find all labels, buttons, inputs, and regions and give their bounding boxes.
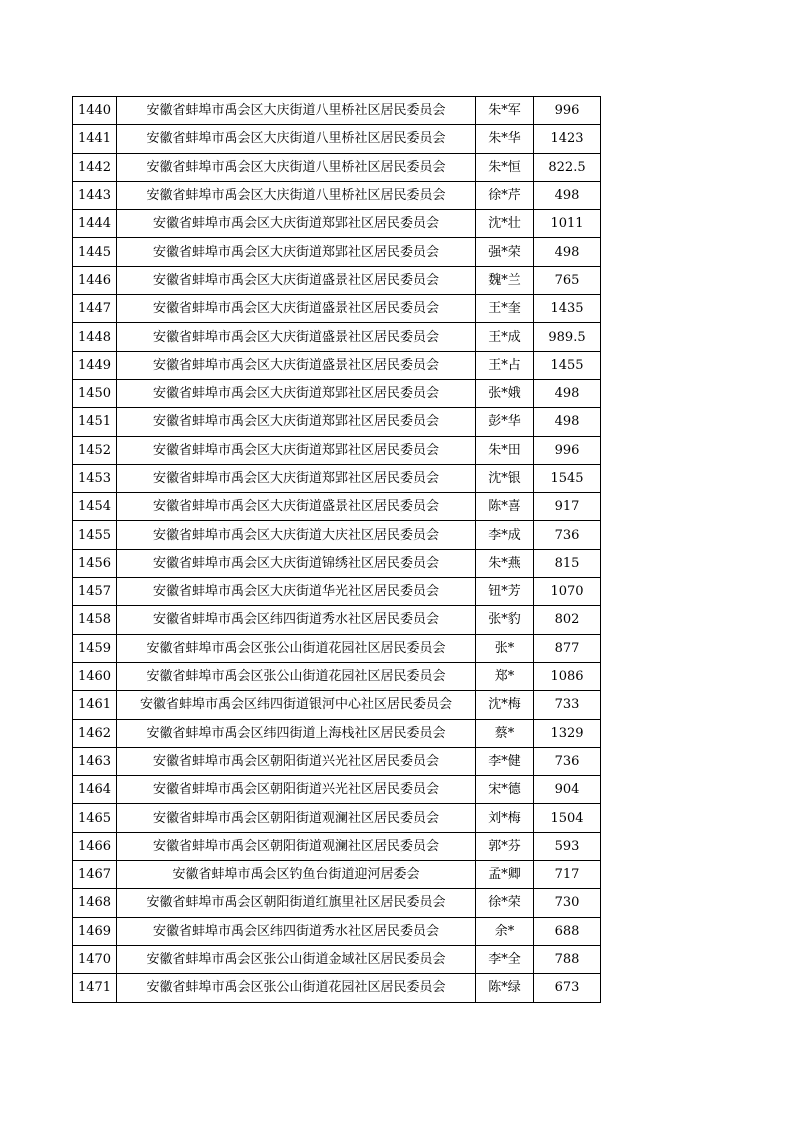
amount-cell: 1086 xyxy=(534,662,601,690)
row-number-cell: 1465 xyxy=(73,804,117,832)
person-name-cell: 陈*喜 xyxy=(476,493,534,521)
amount-cell: 736 xyxy=(534,521,601,549)
organization-cell: 安徽省蚌埠市禹会区纬四街道上海栈社区居民委员会 xyxy=(117,719,476,747)
row-number-cell: 1460 xyxy=(73,662,117,690)
row-number-cell: 1456 xyxy=(73,549,117,577)
row-number-cell: 1444 xyxy=(73,210,117,238)
row-number-cell: 1459 xyxy=(73,634,117,662)
organization-cell: 安徽省蚌埠市禹会区大庆街道郑郢社区居民委员会 xyxy=(117,464,476,492)
table-row xyxy=(73,323,601,351)
person-name-cell: 宋*德 xyxy=(476,776,534,804)
table-row xyxy=(73,379,601,407)
table-row xyxy=(73,493,601,521)
person-name-cell: 王*成 xyxy=(476,323,534,351)
table-row xyxy=(73,861,601,889)
row-number-cell: 1446 xyxy=(73,266,117,294)
table-row xyxy=(73,578,601,606)
amount-cell: 1070 xyxy=(534,578,601,606)
organization-cell: 安徽省蚌埠市禹会区大庆街道八里桥社区居民委员会 xyxy=(117,97,476,125)
amount-cell: 1545 xyxy=(534,464,601,492)
organization-cell: 安徽省蚌埠市禹会区纬四街道秀水社区居民委员会 xyxy=(117,606,476,634)
organization-cell: 安徽省蚌埠市禹会区大庆街道八里桥社区居民委员会 xyxy=(117,181,476,209)
person-name-cell: 张*豹 xyxy=(476,606,534,634)
amount-cell: 673 xyxy=(534,974,601,1002)
organization-cell: 安徽省蚌埠市禹会区朝阳街道观澜社区居民委员会 xyxy=(117,832,476,860)
organization-cell: 安徽省蚌埠市禹会区大庆街道郑郢社区居民委员会 xyxy=(117,436,476,464)
table-row xyxy=(73,464,601,492)
table-row xyxy=(73,832,601,860)
person-name-cell: 沈*银 xyxy=(476,464,534,492)
person-name-cell: 朱*华 xyxy=(476,125,534,153)
table-row xyxy=(73,153,601,181)
row-number-cell: 1466 xyxy=(73,832,117,860)
person-name-cell: 沈*梅 xyxy=(476,691,534,719)
organization-cell: 安徽省蚌埠市禹会区大庆街道华光社区居民委员会 xyxy=(117,578,476,606)
table-row xyxy=(73,606,601,634)
amount-cell: 822.5 xyxy=(534,153,601,181)
row-number-cell: 1451 xyxy=(73,408,117,436)
row-number-cell: 1464 xyxy=(73,776,117,804)
table-row xyxy=(73,181,601,209)
organization-cell: 安徽省蚌埠市禹会区纬四街道秀水社区居民委员会 xyxy=(117,917,476,945)
organization-cell: 安徽省蚌埠市禹会区大庆街道锦绣社区居民委员会 xyxy=(117,549,476,577)
amount-cell: 802 xyxy=(534,606,601,634)
amount-cell: 815 xyxy=(534,549,601,577)
organization-cell: 安徽省蚌埠市禹会区大庆街道大庆社区居民委员会 xyxy=(117,521,476,549)
table-row xyxy=(73,97,601,125)
person-name-cell: 李*全 xyxy=(476,945,534,973)
person-name-cell: 彭*华 xyxy=(476,408,534,436)
organization-cell: 安徽省蚌埠市禹会区大庆街道盛景社区居民委员会 xyxy=(117,351,476,379)
row-number-cell: 1462 xyxy=(73,719,117,747)
table-row xyxy=(73,889,601,917)
amount-cell: 877 xyxy=(534,634,601,662)
amount-cell: 498 xyxy=(534,238,601,266)
row-number-cell: 1453 xyxy=(73,464,117,492)
row-number-cell: 1461 xyxy=(73,691,117,719)
organization-cell: 安徽省蚌埠市禹会区张公山街道金域社区居民委员会 xyxy=(117,945,476,973)
organization-cell: 安徽省蚌埠市禹会区朝阳街道观澜社区居民委员会 xyxy=(117,804,476,832)
person-name-cell: 朱*燕 xyxy=(476,549,534,577)
organization-cell: 安徽省蚌埠市禹会区大庆街道盛景社区居民委员会 xyxy=(117,493,476,521)
organization-cell: 安徽省蚌埠市禹会区大庆街道八里桥社区居民委员会 xyxy=(117,153,476,181)
person-name-cell: 沈*壮 xyxy=(476,210,534,238)
table-row xyxy=(73,238,601,266)
person-name-cell: 郭*芬 xyxy=(476,832,534,860)
organization-cell: 安徽省蚌埠市禹会区大庆街道八里桥社区居民委员会 xyxy=(117,125,476,153)
organization-cell: 安徽省蚌埠市禹会区朝阳街道红旗里社区居民委员会 xyxy=(117,889,476,917)
organization-cell: 安徽省蚌埠市禹会区大庆街道盛景社区居民委员会 xyxy=(117,295,476,323)
row-number-cell: 1448 xyxy=(73,323,117,351)
amount-cell: 736 xyxy=(534,747,601,775)
row-number-cell: 1458 xyxy=(73,606,117,634)
row-number-cell: 1440 xyxy=(73,97,117,125)
person-name-cell: 强*荣 xyxy=(476,238,534,266)
amount-cell: 788 xyxy=(534,945,601,973)
table-row xyxy=(73,210,601,238)
table-row xyxy=(73,295,601,323)
row-number-cell: 1467 xyxy=(73,861,117,889)
row-number-cell: 1449 xyxy=(73,351,117,379)
amount-cell: 1423 xyxy=(534,125,601,153)
row-number-cell: 1442 xyxy=(73,153,117,181)
amount-cell: 1011 xyxy=(534,210,601,238)
person-name-cell: 朱*军 xyxy=(476,97,534,125)
data-table xyxy=(72,96,601,1003)
row-number-cell: 1447 xyxy=(73,295,117,323)
person-name-cell: 刘*梅 xyxy=(476,804,534,832)
table-row xyxy=(73,408,601,436)
table-row xyxy=(73,719,601,747)
row-number-cell: 1471 xyxy=(73,974,117,1002)
amount-cell: 717 xyxy=(534,861,601,889)
organization-cell: 安徽省蚌埠市禹会区钓鱼台街道迎河居委会 xyxy=(117,861,476,889)
organization-cell: 安徽省蚌埠市禹会区张公山街道花园社区居民委员会 xyxy=(117,662,476,690)
table-body xyxy=(73,97,601,1003)
organization-cell: 安徽省蚌埠市禹会区大庆街道郑郢社区居民委员会 xyxy=(117,238,476,266)
organization-cell: 安徽省蚌埠市禹会区大庆街道郑郢社区居民委员会 xyxy=(117,379,476,407)
table-row xyxy=(73,945,601,973)
table-row xyxy=(73,691,601,719)
person-name-cell: 钮*芳 xyxy=(476,578,534,606)
table-row xyxy=(73,266,601,294)
row-number-cell: 1452 xyxy=(73,436,117,464)
table-row xyxy=(73,662,601,690)
person-name-cell: 张* xyxy=(476,634,534,662)
row-number-cell: 1468 xyxy=(73,889,117,917)
person-name-cell: 朱*恒 xyxy=(476,153,534,181)
person-name-cell: 李*健 xyxy=(476,747,534,775)
table-row xyxy=(73,436,601,464)
person-name-cell: 郑* xyxy=(476,662,534,690)
row-number-cell: 1445 xyxy=(73,238,117,266)
row-number-cell: 1457 xyxy=(73,578,117,606)
table-row xyxy=(73,776,601,804)
organization-cell: 安徽省蚌埠市禹会区大庆街道盛景社区居民委员会 xyxy=(117,323,476,351)
amount-cell: 688 xyxy=(534,917,601,945)
table-row xyxy=(73,634,601,662)
organization-cell: 安徽省蚌埠市禹会区朝阳街道兴光社区居民委员会 xyxy=(117,776,476,804)
person-name-cell: 王*占 xyxy=(476,351,534,379)
row-number-cell: 1443 xyxy=(73,181,117,209)
table-row xyxy=(73,521,601,549)
amount-cell: 733 xyxy=(534,691,601,719)
organization-cell: 安徽省蚌埠市禹会区大庆街道盛景社区居民委员会 xyxy=(117,266,476,294)
table-row xyxy=(73,351,601,379)
person-name-cell: 魏*兰 xyxy=(476,266,534,294)
row-number-cell: 1441 xyxy=(73,125,117,153)
person-name-cell: 李*成 xyxy=(476,521,534,549)
amount-cell: 1435 xyxy=(534,295,601,323)
row-number-cell: 1469 xyxy=(73,917,117,945)
table-row xyxy=(73,549,601,577)
amount-cell: 917 xyxy=(534,493,601,521)
organization-cell: 安徽省蚌埠市禹会区纬四街道银河中心社区居民委员会 xyxy=(117,691,476,719)
organization-cell: 安徽省蚌埠市禹会区张公山街道花园社区居民委员会 xyxy=(117,634,476,662)
amount-cell: 593 xyxy=(534,832,601,860)
amount-cell: 996 xyxy=(534,97,601,125)
amount-cell: 498 xyxy=(534,181,601,209)
amount-cell: 498 xyxy=(534,379,601,407)
amount-cell: 904 xyxy=(534,776,601,804)
table-row xyxy=(73,917,601,945)
person-name-cell: 张*娥 xyxy=(476,379,534,407)
row-number-cell: 1455 xyxy=(73,521,117,549)
row-number-cell: 1470 xyxy=(73,945,117,973)
person-name-cell: 徐*芹 xyxy=(476,181,534,209)
person-name-cell: 孟*卿 xyxy=(476,861,534,889)
person-name-cell: 陈*绿 xyxy=(476,974,534,1002)
table-row xyxy=(73,125,601,153)
amount-cell: 1504 xyxy=(534,804,601,832)
amount-cell: 498 xyxy=(534,408,601,436)
person-name-cell: 朱*田 xyxy=(476,436,534,464)
person-name-cell: 王*奎 xyxy=(476,295,534,323)
amount-cell: 1455 xyxy=(534,351,601,379)
row-number-cell: 1450 xyxy=(73,379,117,407)
amount-cell: 1329 xyxy=(534,719,601,747)
table-row xyxy=(73,974,601,1002)
organization-cell: 安徽省蚌埠市禹会区张公山街道花园社区居民委员会 xyxy=(117,974,476,1002)
row-number-cell: 1454 xyxy=(73,493,117,521)
organization-cell: 安徽省蚌埠市禹会区朝阳街道兴光社区居民委员会 xyxy=(117,747,476,775)
row-number-cell: 1463 xyxy=(73,747,117,775)
amount-cell: 989.5 xyxy=(534,323,601,351)
person-name-cell: 蔡* xyxy=(476,719,534,747)
person-name-cell: 余* xyxy=(476,917,534,945)
organization-cell: 安徽省蚌埠市禹会区大庆街道郑郢社区居民委员会 xyxy=(117,210,476,238)
table-row xyxy=(73,747,601,775)
table-row xyxy=(73,804,601,832)
amount-cell: 996 xyxy=(534,436,601,464)
person-name-cell: 徐*荣 xyxy=(476,889,534,917)
organization-cell: 安徽省蚌埠市禹会区大庆街道郑郢社区居民委员会 xyxy=(117,408,476,436)
amount-cell: 730 xyxy=(534,889,601,917)
amount-cell: 765 xyxy=(534,266,601,294)
